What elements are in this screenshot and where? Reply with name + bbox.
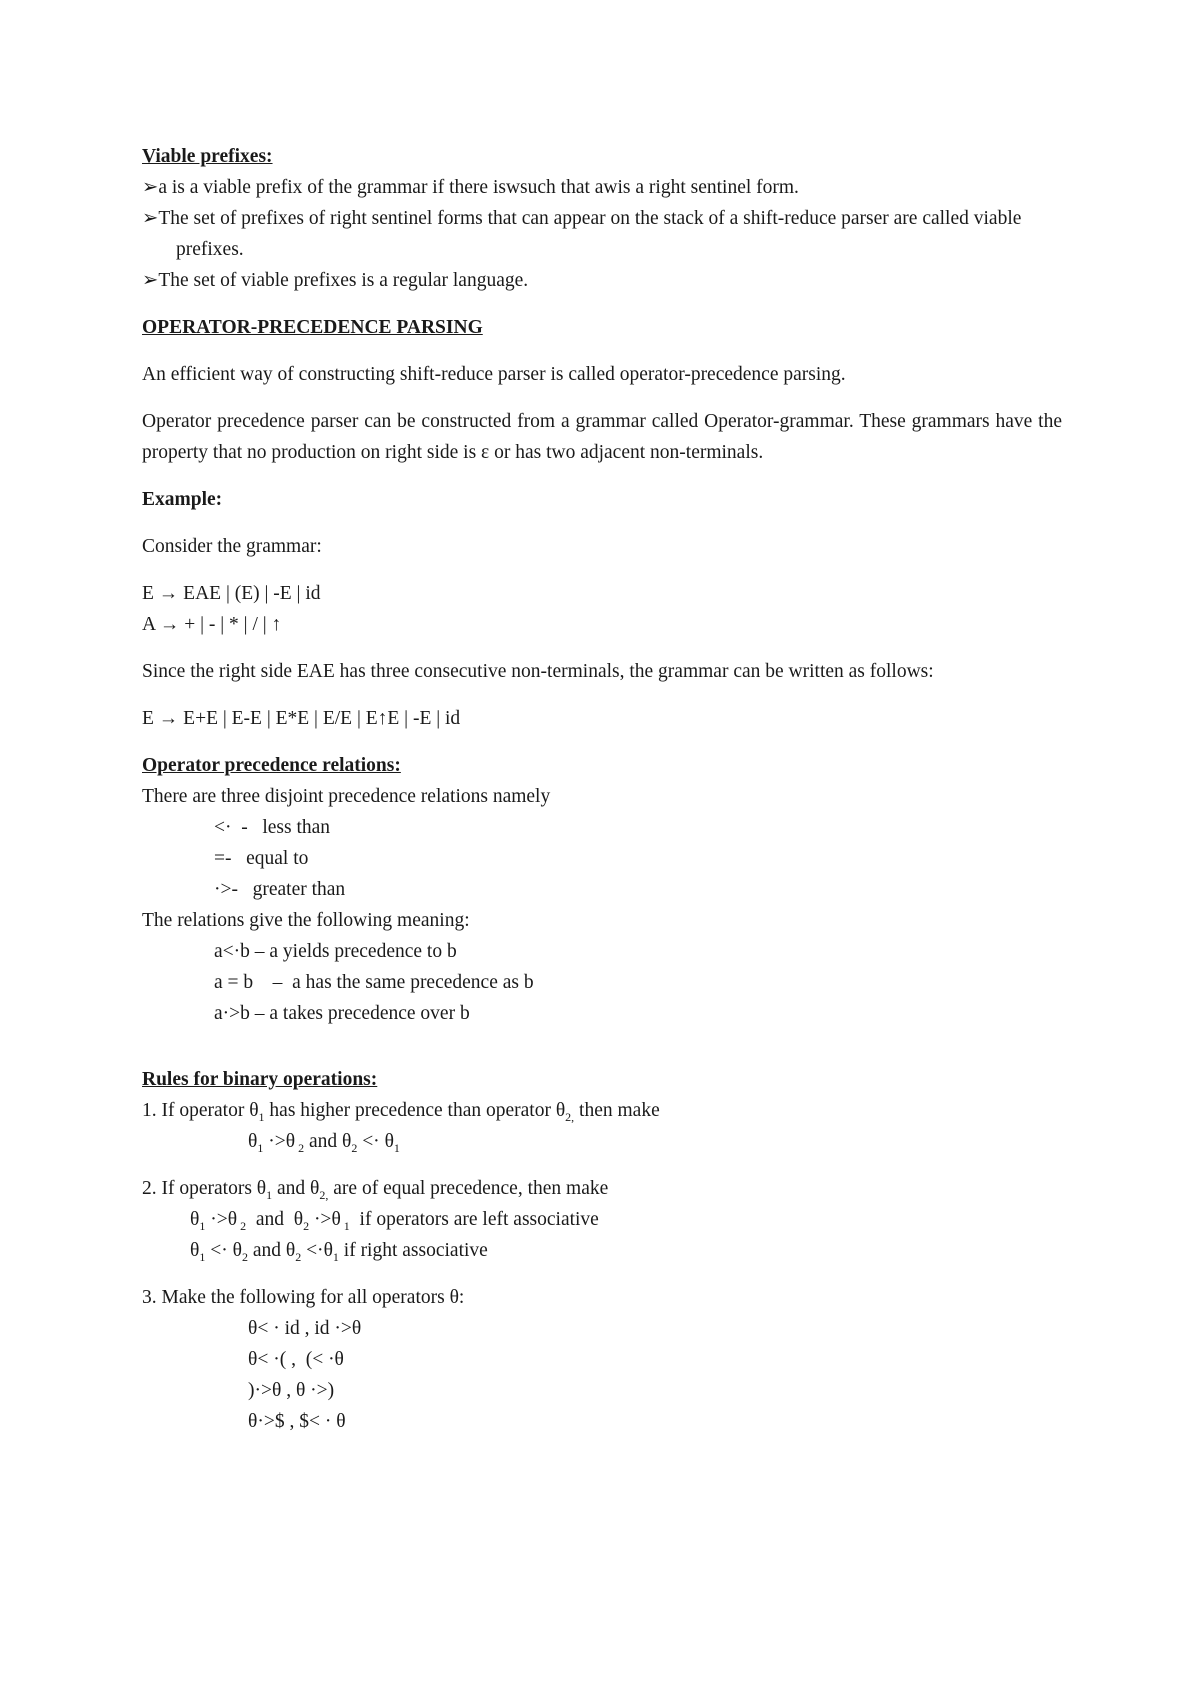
rule-2-left-assoc: $\theta_1 \cdot>\theta$ $_2$ and $\theta_2 \cdot>\theta$ $_1$ if operators are left associative (190, 1209, 599, 1233)
viable-prefixes-heading: Viable prefixes: (142, 146, 273, 167)
example-heading: Example: (142, 489, 223, 510)
relation-item: ·>- greater than (214, 879, 346, 900)
meaning-item: a<·b – a yields precedence to b (214, 941, 457, 962)
rule-2-text: 2. If operators $\theta_1$ and $\theta_{2,}$ are of equal precedence, then make (142, 1178, 609, 1202)
production-line: A → + | - | * | / | ↑ (142, 614, 282, 635)
relations-heading: Operator precedence relations: (142, 755, 401, 776)
relations-intro: There are three disjoint precedence relations namely (142, 786, 551, 807)
document-body (142, 141, 1062, 1437)
meaning-item: a·>b – a takes precedence over b (214, 1003, 470, 1024)
rule-3-line: θ< ·( , (< ·θ (248, 1349, 344, 1370)
meaning-intro: The relations give the following meaning: (142, 910, 470, 931)
relation-item: =- equal to (214, 848, 309, 869)
bullet-item: ➢The set of viable prefixes is a regular language. (142, 270, 529, 291)
rule-1-text: 1. If operator $\theta_1$ has higher precedence than operator $\theta_{2,}$ then make (142, 1100, 660, 1124)
rewrite-paragraph: Since the right side EAE has three consecutive non-terminals, the grammar can be written as follows: (142, 661, 934, 682)
definition-paragraph: An efficient way of constructing shift-reduce parser is called operator-precedence parsing. (142, 364, 846, 385)
rule-3-text: 3. Make the following for all operators θ: (142, 1287, 465, 1308)
bullet-item: ➢a is a viable prefix of the grammar if there iswsuch that awis a right sentinel form. (142, 177, 799, 198)
relation-item: <· - less than (214, 817, 331, 838)
production-line: E → E+E | E-E | E*E | E/E | E↑E | -E | id (142, 708, 461, 729)
consider-text: Consider the grammar: (142, 536, 322, 557)
rule-1-formula: $\theta_1 \cdot>\theta$ $_2$ and $\theta_2 <\cdot \theta_1$ (248, 1131, 400, 1155)
rule-2-right-assoc: $\theta_1 <\cdot \theta_2$ and $\theta_2 <\cdot\theta_1$ if right associative (190, 1240, 488, 1264)
operator-precedence-heading: OPERATOR-PRECEDENCE PARSING (142, 317, 483, 338)
binary-rules-heading: Rules for binary operations: (142, 1069, 378, 1090)
meaning-item: a = b – a has the same precedence as b (214, 972, 534, 993)
operator-grammar-paragraph: Operator precedence parser can be constructed from a grammar called Operator-grammar. These grammars have the property that no production on right side is ε or has two adjacent non-terminals. (142, 411, 1062, 463)
rule-3-line: θ·>$ , $< · θ (248, 1411, 346, 1432)
production-line: E → EAE | (E) | -E | id (142, 583, 321, 604)
bullet-item: ➢The set of prefixes of right sentinel forms that can appear on the stack of a shift-reduce parser are called viable prefixes. (142, 208, 1022, 260)
rule-3-line: )·>θ , θ ·>) (248, 1380, 335, 1401)
rule-3-line: θ< · id , id ·>θ (248, 1318, 362, 1339)
